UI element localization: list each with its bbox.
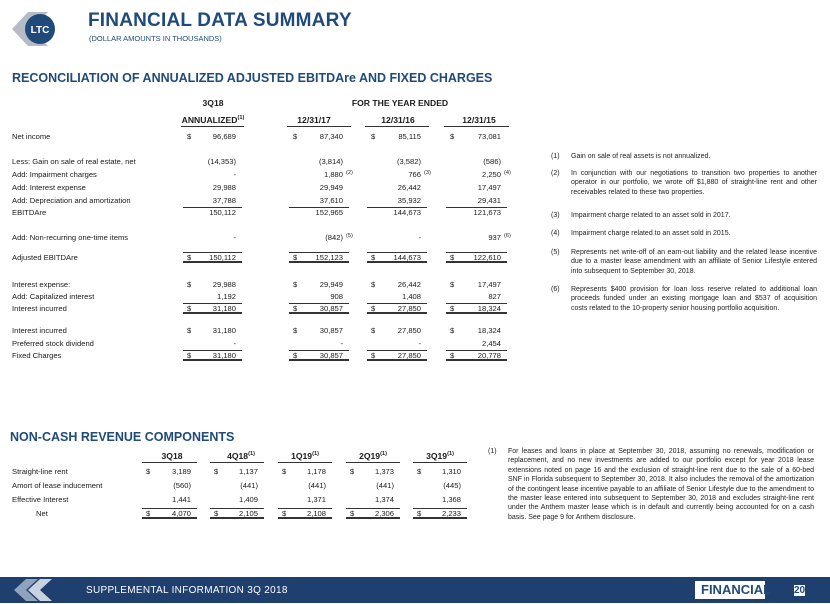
footnote-ref: (1) <box>237 115 245 121</box>
ltc-logo <box>10 10 60 48</box>
column-header: 2Q19$^{(1)}$ <box>359 451 387 461</box>
table-cell: 2,250 <box>481 170 501 179</box>
footnote-ref: (6) <box>504 233 511 239</box>
table-cell: 1,373 <box>374 467 394 476</box>
footnote-ref: (3) <box>424 170 431 176</box>
table-cell: 17,497 <box>477 280 501 289</box>
footnote-ref: (1) <box>248 451 255 457</box>
footnote-number: (1) <box>488 448 497 455</box>
footnote-ref: (1) <box>312 451 319 457</box>
page-subtitle: (DOLLAR AMOUNTS IN THOUSANDS) <box>89 34 222 43</box>
table-cell: 29,949 <box>319 183 343 192</box>
footnote-text: For leases and loans in place at September 30, 2018, assuming no renewals, modification or replacement, and no new investments are added to our portfolio except for year 2018 lease extensions noted on page 16 and the exclusion of straight-line rent due to the sale of a 60-bed SNF in Florida subsequent to September 30, 2018. It also includes the removal of the amortization of the contingent lease incentive payable to an affiliate of Senior Lifestyle due to the amendment to the master lease entered into subsequent to September 30, 2018 and excludes straight-line rent under the Anthem master lease which is in default and currently being accounted for on a cash basis. See page 9 for Anthem disclosure. <box>508 448 814 521</box>
table-cell: - <box>233 170 236 179</box>
table-cell: 17,497 <box>477 183 501 192</box>
table-cell: 18,324 <box>477 326 501 335</box>
currency-symbol: $ <box>214 509 219 518</box>
currency-symbol: $ <box>293 304 298 313</box>
table-cell: 29,988 <box>212 183 236 192</box>
total-box <box>346 508 400 519</box>
total-box <box>142 508 197 519</box>
column-header: ANNUALIZED$^{(1)}$ <box>181 115 245 125</box>
table-cell: 4,070 <box>171 509 191 518</box>
row-label: Interest incurred <box>12 304 67 313</box>
row-label: Interest expense: <box>12 280 71 289</box>
table-cell: 1,409 <box>238 495 258 504</box>
row-label: Net <box>36 509 48 518</box>
column-header: 12/31/15 <box>462 115 496 125</box>
currency-symbol: $ <box>187 351 192 360</box>
table-cell: 96,689 <box>212 132 236 141</box>
currency-symbol: $ <box>293 351 298 360</box>
table-cell: (560) <box>173 481 191 490</box>
footnote-text: Gain on sale of real assets is not annualized. <box>571 153 711 160</box>
footnote <box>551 211 817 221</box>
table-cell: 1,137 <box>238 467 258 476</box>
table-cell: (445) <box>443 481 461 490</box>
table-cell: 31,180 <box>212 304 236 313</box>
total-box <box>183 350 242 361</box>
total-box <box>183 303 242 314</box>
footnote-text: Impairment charge related to an asset sold in 2017. <box>571 212 731 219</box>
page-title: FINANCIAL DATA SUMMARY <box>88 10 352 31</box>
row-label: EBITDAre <box>12 208 47 217</box>
table-cell: 827 <box>488 292 501 301</box>
header-rule <box>287 126 351 127</box>
table-cell: 152,123 <box>315 253 343 262</box>
header-rule <box>413 462 467 463</box>
table-cell: 3,189 <box>171 467 191 476</box>
row-label: Net income <box>12 132 51 141</box>
footnote-number: (3) <box>551 212 560 219</box>
footnote-number: (5) <box>551 249 560 256</box>
currency-symbol: $ <box>371 304 376 313</box>
section-title-noncash: NON-CASH REVENUE COMPONENTS <box>10 430 235 444</box>
chevron-logo-icon <box>8 577 54 603</box>
header-rule <box>278 462 332 463</box>
table-cell: 30,857 <box>319 326 343 335</box>
currency-symbol: $ <box>371 326 376 335</box>
table-cell: 29,988 <box>212 280 236 289</box>
currency-symbol: $ <box>293 253 298 262</box>
footnote-ref: (2) <box>346 170 353 176</box>
currency-symbol: $ <box>293 280 298 289</box>
total-box <box>413 508 467 519</box>
table-cell: 144,673 <box>393 253 421 262</box>
table-cell: 30,857 <box>319 351 343 360</box>
currency-symbol: $ <box>350 467 355 476</box>
table-cell: 27,850 <box>397 304 421 313</box>
table-cell: 26,442 <box>397 183 421 192</box>
header-rule <box>181 126 244 127</box>
column-header: 3Q19$^{(1)}$ <box>426 451 454 461</box>
footnote-number: (2) <box>551 170 560 177</box>
header-rule <box>444 126 509 127</box>
row-label: Less: Gain on sale of real estate, net <box>12 157 136 166</box>
table-cell: 29,431 <box>477 196 501 205</box>
table-cell: 29,949 <box>319 280 343 289</box>
currency-symbol: $ <box>214 467 219 476</box>
table-cell: 2,105 <box>238 509 258 518</box>
table-cell: 766 <box>408 170 421 179</box>
footnote <box>551 285 817 323</box>
currency-symbol: $ <box>371 132 376 141</box>
header-rule <box>142 462 197 463</box>
currency-symbol: $ <box>293 132 298 141</box>
footnote-text: In conjunction with our negotiations to transition two properties to another operator in our portfolio, we wrote off $1,880 of straight-line rent and other receivables related to these two properties. <box>571 170 817 196</box>
column-header: 3Q18 <box>161 451 183 461</box>
row-label: Fixed Charges <box>12 351 62 360</box>
table-cell: 20,778 <box>477 351 501 360</box>
table-cell: 150,112 <box>209 208 236 217</box>
total-box <box>446 350 507 361</box>
table-cell: 31,180 <box>212 351 236 360</box>
row-label: Effective Interest <box>12 495 69 504</box>
footnote-text: Represents $400 provision for loan loss reserve related to additional loan proceeds funded under an existing mortgage loan and $537 of acquisition costs related to the 10-property senior housing portfolio acquisition. <box>571 286 817 312</box>
header-rule <box>365 126 429 127</box>
currency-symbol: $ <box>293 326 298 335</box>
table-cell: 144,673 <box>393 208 421 217</box>
currency-symbol: $ <box>282 509 287 518</box>
table-cell: 26,442 <box>397 280 421 289</box>
table-cell: 1,441 <box>171 495 191 504</box>
row-label: Add: Impairment charges <box>12 170 97 179</box>
total-box <box>446 303 507 314</box>
footnote <box>551 248 817 276</box>
total-box <box>367 252 427 263</box>
table-cell: (441) <box>240 481 258 490</box>
group-header-3q18: 3Q18 <box>202 98 224 108</box>
currency-symbol: $ <box>371 351 376 360</box>
footnote <box>551 169 817 197</box>
currency-symbol: $ <box>450 304 455 313</box>
footnote-ref: (4) <box>504 170 511 176</box>
row-label: Interest incurred <box>12 326 67 335</box>
table-cell: 1,192 <box>216 292 236 301</box>
currency-symbol: $ <box>450 351 455 360</box>
page-number: 20 <box>794 585 806 596</box>
table-cell: 1,408 <box>401 292 421 301</box>
currency-symbol: $ <box>450 326 455 335</box>
footnote-number: (1) <box>551 153 560 160</box>
currency-symbol: $ <box>282 467 287 476</box>
table-cell: (441) <box>308 481 326 490</box>
currency-symbol: $ <box>146 509 151 518</box>
table-cell: 85,115 <box>398 132 421 141</box>
table-cell: 35,932 <box>397 196 421 205</box>
footnote-text: Impairment charge related to an asset sold in 2015. <box>571 230 731 237</box>
table-cell: 152,965 <box>315 208 343 217</box>
footnote-ref: (1) <box>380 451 387 457</box>
table-cell: 2,306 <box>374 509 394 518</box>
row-label: Amort of lease inducement <box>12 481 103 490</box>
currency-symbol: $ <box>350 509 355 518</box>
table-cell: 27,850 <box>397 351 421 360</box>
table-cell: - <box>418 233 421 242</box>
table-cell: (3,814) <box>318 157 343 166</box>
currency-symbol: $ <box>417 467 422 476</box>
currency-symbol: $ <box>187 304 192 313</box>
footnote-ref: (1) <box>447 451 454 457</box>
table-cell: 1,178 <box>306 467 326 476</box>
table-cell: (842) <box>325 233 343 242</box>
table-cell: (586) <box>483 157 501 166</box>
table-cell: - <box>340 339 343 348</box>
table-cell: 2,454 <box>481 339 501 348</box>
footer <box>0 571 830 604</box>
table-cell: 37,788 <box>212 196 236 205</box>
table-cell: 150,112 <box>209 253 236 262</box>
total-box <box>367 303 427 314</box>
header-rule <box>346 462 400 463</box>
table-cell: 937 <box>488 233 501 242</box>
table-cell: 73,081 <box>477 132 501 141</box>
header-rule <box>210 462 264 463</box>
table-cell: 30,857 <box>319 304 343 313</box>
currency-symbol: $ <box>187 326 192 335</box>
total-box <box>289 303 349 314</box>
table-cell: 18,324 <box>477 304 501 313</box>
currency-symbol: $ <box>371 253 376 262</box>
table-cell: 1,310 <box>441 467 461 476</box>
row-label: Add: Non-recurring one-time items <box>12 233 129 242</box>
currency-symbol: $ <box>450 280 455 289</box>
group-header-year-ended: FOR THE YEAR ENDED <box>351 98 449 108</box>
currency-symbol: $ <box>187 280 192 289</box>
column-header: 4Q18$^{(1)}$ <box>227 451 255 461</box>
footnote <box>488 447 818 537</box>
total-box <box>183 252 242 263</box>
column-header: 12/31/16 <box>381 115 415 125</box>
table-cell: 908 <box>330 292 343 301</box>
table-cell: - <box>233 233 236 242</box>
footer-section-tag: FINANCIAL <box>695 581 765 599</box>
footnote-number: (4) <box>551 230 560 237</box>
footnote <box>551 229 817 239</box>
table-cell: 1,880 <box>323 170 343 179</box>
row-label: Add: Depreciation and amortization <box>12 196 131 205</box>
footnote-ref: (5) <box>346 233 353 239</box>
currency-symbol: $ <box>187 132 192 141</box>
total-box <box>278 508 332 519</box>
currency-symbol: $ <box>371 280 376 289</box>
currency-symbol: $ <box>187 253 192 262</box>
table-cell: (14,353) <box>207 157 236 166</box>
section-title-reconciliation: RECONCILIATION OF ANNUALIZED ADJUSTED EBITDAre AND FIXED CHARGES <box>12 71 493 85</box>
table-cell: 37,610 <box>319 196 343 205</box>
total-box <box>367 350 427 361</box>
table-cell: 1,368 <box>441 495 461 504</box>
column-header: 1Q19$^{(1)}$ <box>291 451 319 461</box>
table-cell: 121,673 <box>473 208 501 217</box>
table-cell: 31,180 <box>212 326 236 335</box>
table-cell: (441) <box>376 481 394 490</box>
table-cell: 87,340 <box>319 132 343 141</box>
currency-symbol: $ <box>146 467 151 476</box>
table-cell: - <box>418 339 421 348</box>
table-cell: - <box>233 339 236 348</box>
row-label: Straight-line rent <box>12 467 68 476</box>
table-cell: 2,233 <box>441 509 461 518</box>
currency-symbol: $ <box>450 253 455 262</box>
footnote-text: Represents net write-off of an earn-out liability and the related lease incentive due to a master lease amendment with an affiliate of Senior Lifestyle entered into subsequent to September 30, 2018. <box>571 249 817 275</box>
row-label: Adjusted EBITDAre <box>12 253 78 262</box>
table-cell: 27,850 <box>397 326 421 335</box>
currency-symbol: $ <box>417 509 422 518</box>
table-cell: 122,610 <box>473 253 501 262</box>
row-label: Preferred stock dividend <box>12 339 94 348</box>
table-cell: 2,108 <box>306 509 326 518</box>
footer-text: SUPPLEMENTAL INFORMATION 3Q 2018 <box>86 585 288 596</box>
table-cell: 1,371 <box>306 495 326 504</box>
table-cell: 1,374 <box>374 495 394 504</box>
row-label: Add: Capitalized interest <box>12 292 95 301</box>
total-box <box>446 252 507 263</box>
table-cell: (3,582) <box>396 157 421 166</box>
footnote <box>551 152 817 162</box>
logo-text: LTC <box>30 25 50 36</box>
total-box <box>289 252 349 263</box>
column-header: 12/31/17 <box>297 115 331 125</box>
row-label: Add: Interest expense <box>12 183 86 192</box>
total-box <box>289 350 349 361</box>
currency-symbol: $ <box>450 132 455 141</box>
total-box <box>210 508 264 519</box>
footnote-number: (6) <box>551 286 560 293</box>
